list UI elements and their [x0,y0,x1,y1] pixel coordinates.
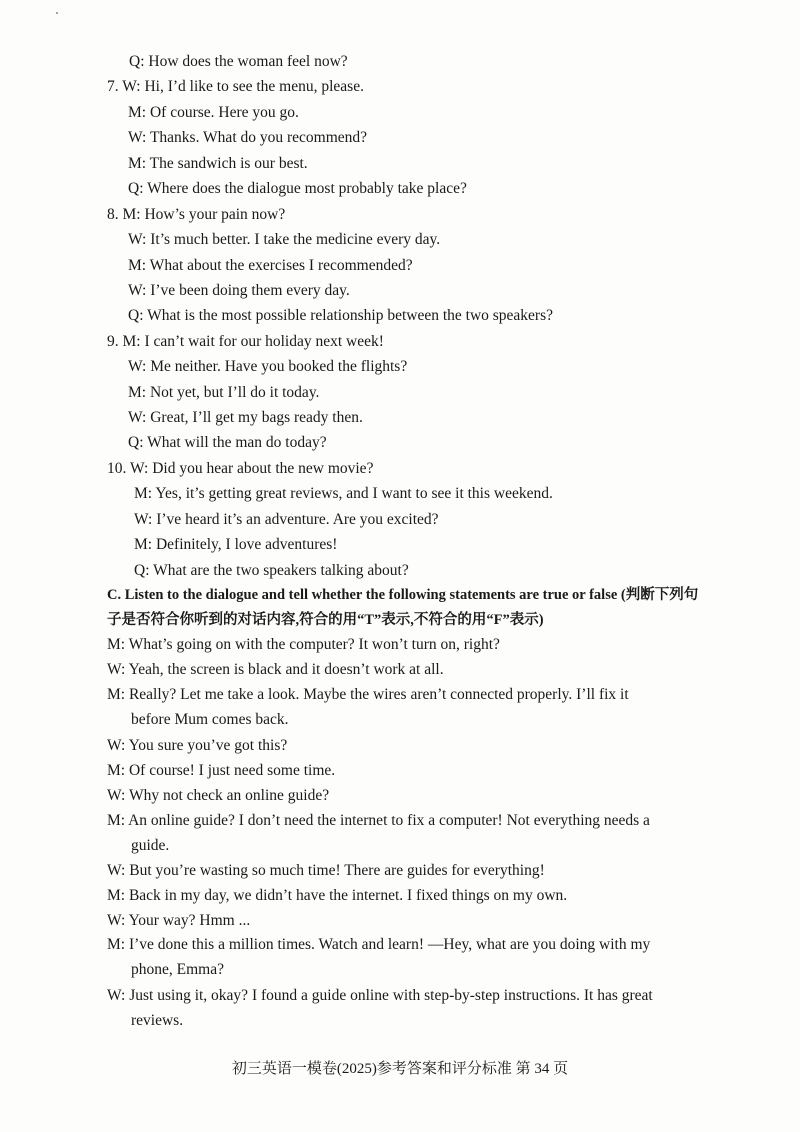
dialogue-line: W: It’s much better. I take the medicine every day. [128,231,441,248]
dialogue-line: Q: What will the man do today? [128,434,327,451]
dialogue-line: M: Of course. Here you go. [128,104,299,121]
dialogue-line: M: I’ve done this a million times. Watch and learn! —Hey, what are you doing with my [107,936,651,953]
dialogue-line: Q: How does the woman feel now? [129,53,348,70]
dialogue-line: M: The sandwich is our best. [128,155,308,172]
dialogue-line: W: Your way? Hmm ... [107,912,251,929]
section-c-heading-cont: 子是否符合你听到的对话内容,符合的用“T”表示,不符合的用“F”表示) [107,612,544,628]
dialogue-line: 7. W: Hi, I’d like to see the menu, please. [107,78,364,95]
dialogue-line: W: Me neither. Have you booked the flights? [128,358,408,375]
dialogue-line: Q: What are the two speakers talking about? [134,562,409,579]
dialogue-line: 10. W: Did you hear about the new movie? [107,460,374,477]
dialogue-line: W: Thanks. What do you recommend? [128,129,368,146]
dialogue-line: W: You sure you’ve got this? [107,737,288,754]
section-c-heading: C. Listen to the dialogue and tell whether the following statements are true or false (判断下列句 [107,587,699,603]
dialogue-line: M: What’s going on with the computer? It won’t turn on, right? [107,636,500,653]
dialogue-line: before Mum comes back. [131,711,289,728]
dialogue-line: W: Just using it, okay? I found a guide online with step-by-step instructions. It has great [107,987,653,1004]
dialogue-line: Q: Where does the dialogue most probably take place? [128,180,467,197]
dialogue-line: W: Great, I’ll get my bags ready then. [128,409,363,426]
scan-speck [56,12,58,14]
dialogue-line: Q: What is the most possible relationship between the two speakers? [128,307,554,324]
dialogue-line: M: What about the exercises I recommended? [128,257,413,274]
dialogue-line: M: Not yet, but I’ll do it today. [128,384,320,401]
dialogue-line: W: I’ve been doing them every day. [128,282,350,299]
dialogue-line: W: Why not check an online guide? [107,787,330,804]
dialogue-line: 8. M: How’s your pain now? [107,206,286,223]
dialogue-line: 9. M: I can’t wait for our holiday next week! [107,333,384,350]
dialogue-line: M: Definitely, I love adventures! [134,536,338,553]
dialogue-line: M: An online guide? I don’t need the internet to fix a computer! Not everything needs a [107,812,650,829]
dialogue-line: W: I’ve heard it’s an adventure. Are you excited? [134,511,439,528]
dialogue-line: reviews. [131,1012,184,1029]
dialogue-line: guide. [131,837,170,854]
dialogue-line: W: But you’re wasting so much time! There are guides for everything! [107,862,545,879]
dialogue-line: M: Yes, it’s getting great reviews, and I want to see it this weekend. [134,485,553,502]
dialogue-line: W: Yeah, the screen is black and it doesn’t work at all. [107,661,444,678]
dialogue-line: M: Of course! I just need some time. [107,762,336,779]
dialogue-line: M: Back in my day, we didn’t have the internet. I fixed things on my own. [107,887,568,904]
page-footer: 初三英语一模卷(2025)参考答案和评分标准 第 34 页 [231,1061,569,1077]
dialogue-line: phone, Emma? [131,961,224,978]
dialogue-line: M: Really? Let me take a look. Maybe the wires aren’t connected properly. I’ll fix it [107,686,629,703]
